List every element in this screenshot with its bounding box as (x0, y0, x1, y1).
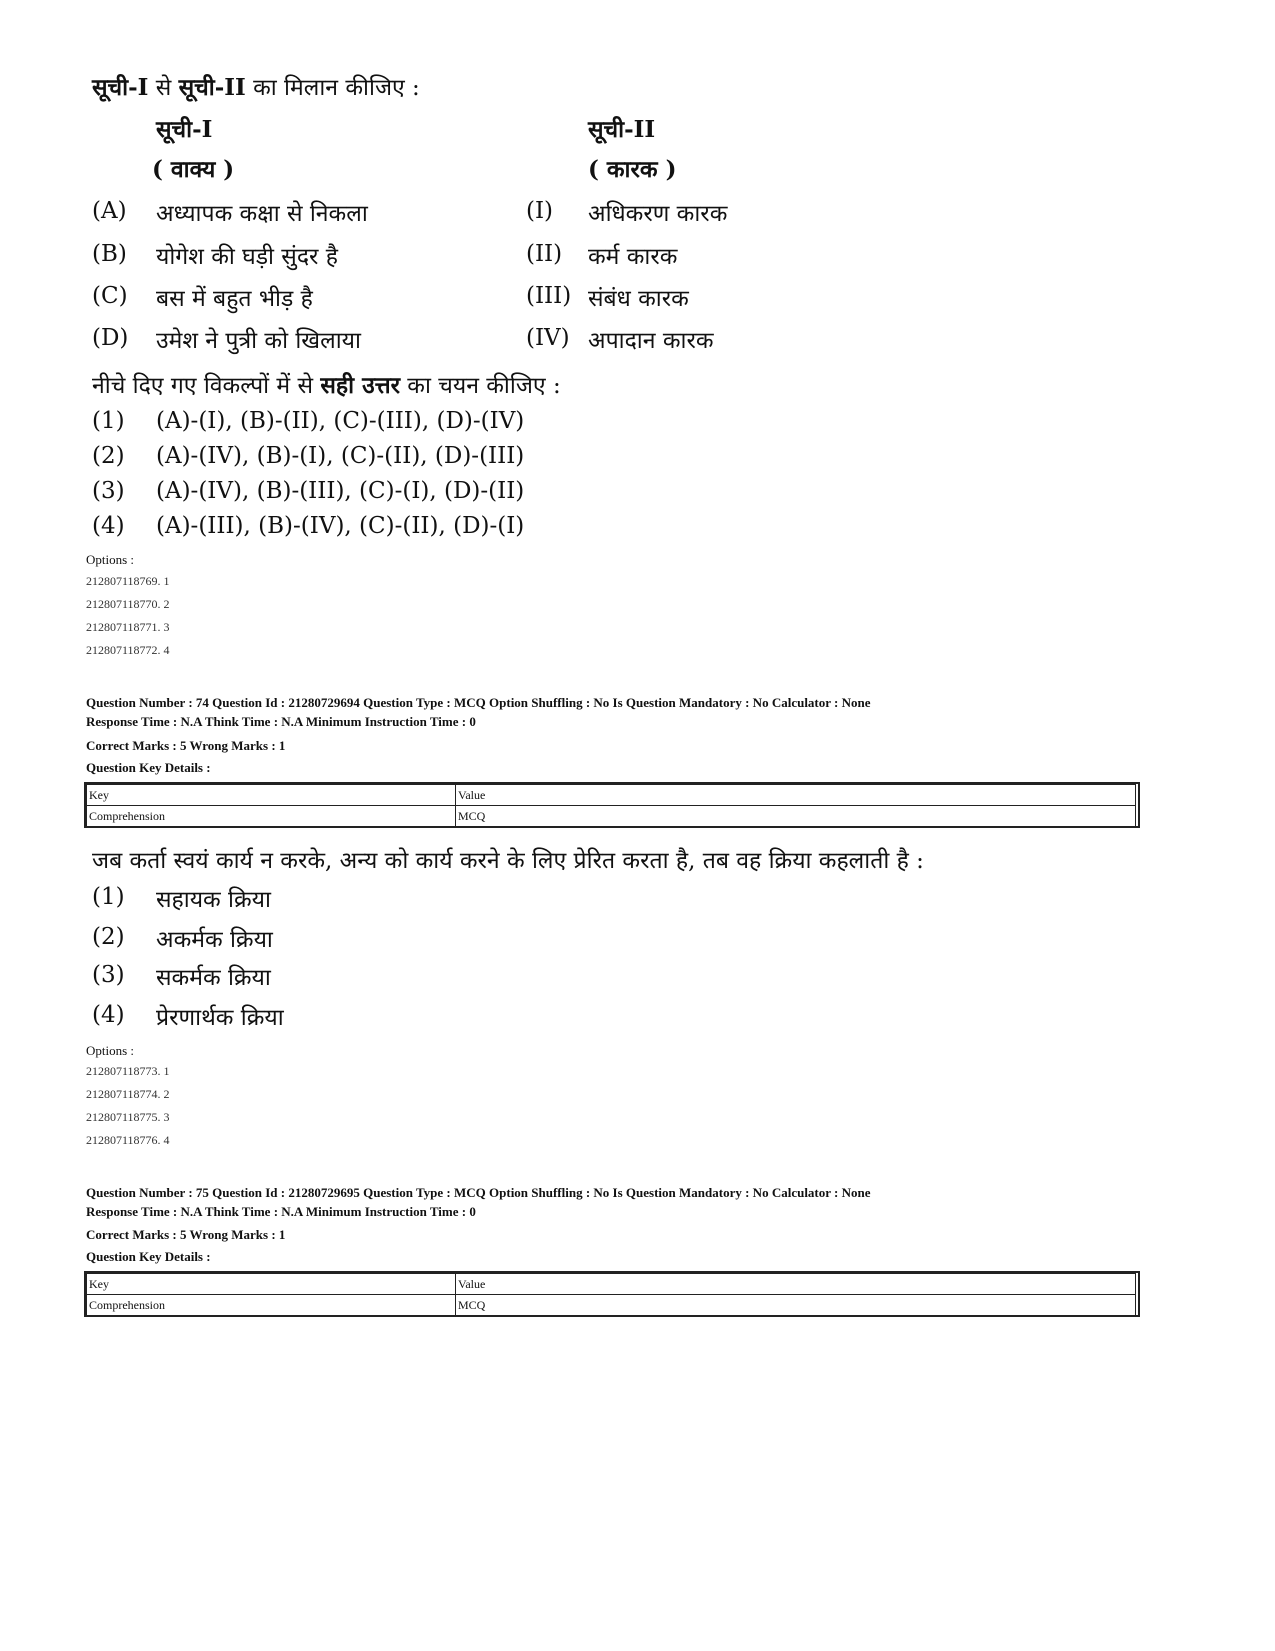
row-right-label: (II) (526, 241, 563, 267)
table-cell-key: Comprehension (87, 806, 456, 827)
list1-heading: सूची-I (156, 116, 213, 143)
answer-number: (2) (92, 924, 125, 950)
table-cell-key: Comprehension (87, 1295, 456, 1316)
option-id: 212807118769. 1 (86, 574, 170, 588)
answer-text: (A)-(I), (B)-(II), (C)-(III), (D)-(IV) (156, 408, 525, 434)
table-header-key: Key (87, 785, 456, 806)
table-row (87, 806, 1136, 827)
answer-number: (4) (92, 513, 125, 539)
option-id: 212807118773. 1 (86, 1064, 170, 1078)
option-id: 212807118775. 3 (86, 1110, 170, 1124)
answer-number: (1) (92, 408, 125, 434)
row-right-text: अधिकरण कारक (588, 201, 728, 227)
answer-text: (A)-(IV), (B)-(III), (C)-(I), (D)-(II) (156, 478, 525, 504)
row-right-label: (IV) (526, 325, 570, 351)
table-cell-value: MCQ (456, 806, 1136, 827)
option-id: 212807118770. 2 (86, 597, 170, 611)
option-id: 212807118771. 3 (86, 620, 170, 634)
row-right-text: संबंध कारक (588, 286, 689, 312)
question-meta: Question Number : 75 Question Id : 21280729695 Question Type : MCQ Option Shuffling : No Is Question Mandatory : No Calculator : None (86, 1185, 871, 1200)
row-left-text: उमेश ने पुत्री को खिलाया (156, 328, 361, 354)
row-left-label: (C) (92, 283, 128, 309)
options-label: Options : (86, 552, 135, 567)
instruction-rest: का मिलान कीजिए : (245, 75, 420, 101)
table-row (87, 785, 1136, 806)
key-details-label: Question Key Details : (86, 1249, 211, 1264)
choose-instruction (92, 368, 561, 400)
question-marks: Correct Marks : 5 Wrong Marks : 1 (86, 1227, 286, 1242)
row-left-label: (A) (92, 198, 127, 224)
instruction-list1: सूची-I (92, 74, 149, 101)
table-row (87, 1274, 1136, 1295)
answer-text: सकर्मक क्रिया (156, 965, 271, 991)
table-cell-value: MCQ (456, 1295, 1136, 1316)
choose-part3: का चयन कीजिए : (400, 373, 561, 399)
question-meta-times: Response Time : N.A Think Time : N.A Minimum Instruction Time : 0 (86, 1204, 476, 1219)
row-right-label: (III) (526, 283, 572, 309)
answer-number: (2) (92, 443, 125, 469)
choose-part1: नीचे दिए गए विकल्पों में से (92, 373, 321, 399)
row-left-text: बस में बहुत भीड़ है (156, 286, 313, 312)
row-left-label: (D) (92, 325, 129, 351)
answer-text: (A)-(IV), (B)-(I), (C)-(II), (D)-(III) (156, 443, 525, 469)
row-right-text: अपादान कारक (588, 328, 714, 354)
key-details-table (86, 1273, 1136, 1316)
row-right-label: (I) (526, 198, 554, 224)
question-meta: Question Number : 74 Question Id : 21280729694 Question Type : MCQ Option Shuffling : No Is Question Mandatory : No Calculator : None (86, 695, 871, 710)
choose-correct-answer: सही उत्तर (320, 372, 400, 399)
answer-text: अकर्मक क्रिया (156, 927, 273, 953)
row-right-text: कर्म कारक (588, 244, 678, 270)
table-header-value: Value (456, 1274, 1136, 1295)
question-text: जब कर्ता स्वयं कार्य न करके, अन्य को कार्य करने के लिए प्रेरित करता है, तब वह क्रिया कहलाती है : (92, 848, 924, 874)
key-details-label: Question Key Details : (86, 760, 211, 775)
list2-heading: सूची-II (588, 116, 656, 143)
row-left-text: योगेश की घड़ी सुंदर है (156, 244, 338, 270)
answer-text: प्रेरणार्थक क्रिया (156, 1005, 284, 1031)
answer-number: (4) (92, 1002, 125, 1028)
answer-number: (1) (92, 884, 125, 910)
row-left-text: अध्यापक कक्षा से निकला (156, 201, 368, 227)
row-left-label: (B) (92, 241, 127, 267)
answer-text: सहायक क्रिया (156, 887, 271, 913)
answer-text: (A)-(III), (B)-(IV), (C)-(II), (D)-(I) (156, 513, 525, 539)
question-marks: Correct Marks : 5 Wrong Marks : 1 (86, 738, 286, 753)
table-header-key: Key (87, 1274, 456, 1295)
option-id: 212807118776. 4 (86, 1133, 170, 1147)
table-header-value: Value (456, 785, 1136, 806)
option-id: 212807118772. 4 (86, 643, 170, 657)
instruction-se: से (148, 75, 179, 101)
list2-subheading: ( कारक ) (588, 156, 677, 183)
key-details-table (86, 784, 1136, 827)
match-instruction (92, 70, 420, 102)
table-row (87, 1295, 1136, 1316)
answer-number: (3) (92, 962, 125, 988)
instruction-list2: सूची-II (178, 74, 246, 101)
answer-number: (3) (92, 478, 125, 504)
question-meta-times: Response Time : N.A Think Time : N.A Minimum Instruction Time : 0 (86, 714, 476, 729)
options-label: Options : (86, 1043, 135, 1058)
list1-subheading: ( वाक्य ) (152, 156, 235, 183)
option-id: 212807118774. 2 (86, 1087, 170, 1101)
